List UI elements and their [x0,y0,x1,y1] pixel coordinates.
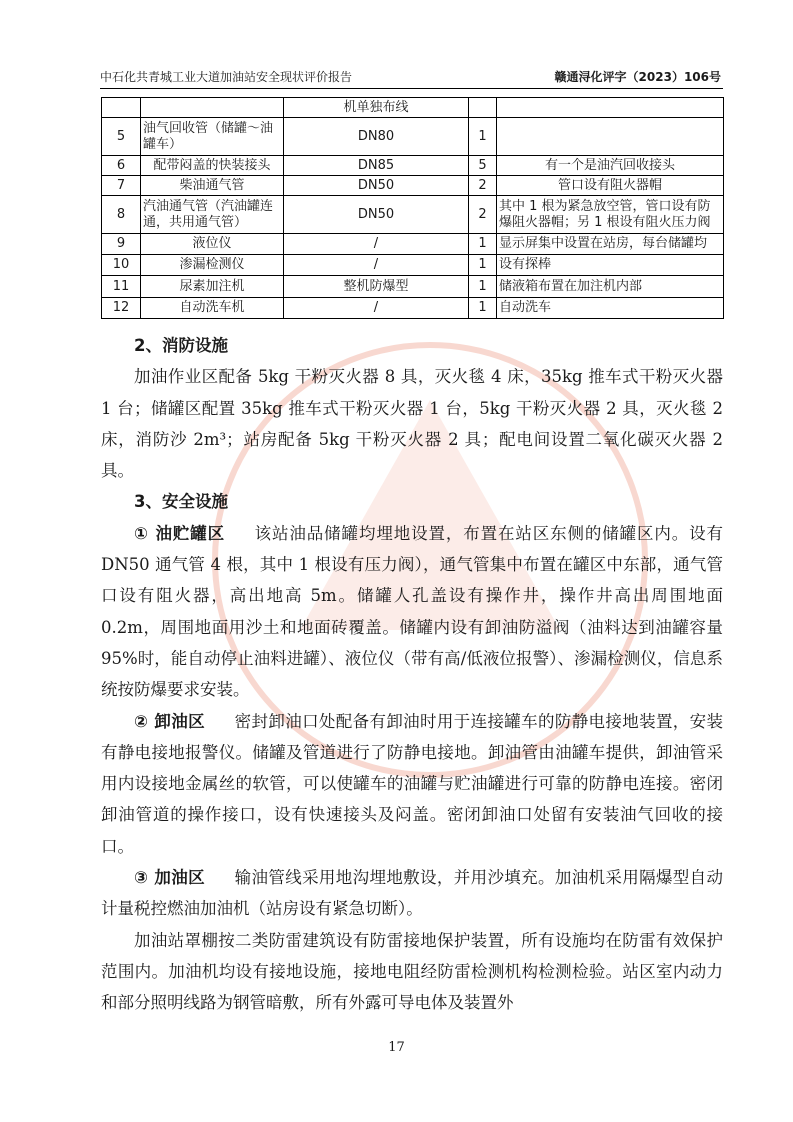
table-row: 5 油气回收管（储罐～油罐车） DN80 1 [102,118,724,156]
paragraph-unload-area [101,706,723,862]
unload-area-text: 密封卸油口处配备有卸油时用于连接罐车的防静电接地装置，安装有静电接地报警仪。储罐及管道进行了防静电接地。卸油管由油罐车提供，卸油管采用内设接地金属丝的软管，可以使罐车的油罐与贮油罐进行可靠的防静电连接。密闭卸油管道的操作接口，设有快速接头及闷盖。密闭卸油口处留有安装油气回收的接口。 [101,711,724,856]
table-row: 机单独布线 [102,98,724,118]
table-row: 9 液位仪 / 1 显示屏集中设置在站房，每台储罐均 [102,234,724,255]
report-title-header: 中石化共青城工业大道加油站安全现状评价报告 [100,70,353,84]
table-row: 8 汽油通气管（汽油罐连通，共用通气管） DN50 2 其中 1 根为紧急放空管，管口设有防爆阻火器帽；另 1 根设有阻火压力阀 [102,196,724,234]
paragraph-fuel-area [101,862,723,925]
section-heading-safety: 3、安全设施 [134,492,228,512]
tank-area-text: 该站油品储罐均埋地设置，布置在站区东侧的储罐区内。设有 DN50 通气管 4 根，其中 1 根设有压力阀），通气管集中布置在罐区中东部，通气管口设有阻火器，高出地高 5m。储罐人孔盖设有操作井，操作井高出周围地面 0.2m，周围地面用沙土和地面砖覆盖。储罐内设有卸油防溢阀（油料达到油罐容量 95%时，能自动停止油料进罐）、液位仪（带有高/低液位报警）、渗漏检测仪，信息系统按防爆要求安装。 [101,523,723,700]
equipment-table [101,97,724,319]
table-row: 12 自动洗车机 / 1 自动洗车 [102,298,724,319]
paragraph-lightning: 加油站罩棚按二类防雷建筑设有防雷接地保护装置，所有设施均在防雷有效保护范围内。加油机均设有接地设施，接地电阻经防雷检测机构检测检验。站区室内动力和部分照明线路为钢管暗敷，所有外露可导电体及装置外 [101,930,723,1013]
table-row: 11 尿素加注机 整机防爆型 1 储液箱布置在加注机内部 [102,276,724,298]
table-row: 7 柴油通气管 DN50 2 管口设有阻火器帽 [102,176,724,196]
report-number-header: 赣通浔化评字（2023）106号 [554,70,721,84]
subheading-fuel-area: ③ 加油区 [134,868,205,888]
section-heading-fire: 2、消防设施 [134,336,228,355]
paragraph-tank-area [101,518,723,706]
header-divider [100,88,723,89]
subheading-tank-area: ① 油贮罐区 [134,523,225,543]
table-row: 6 配带闷盖的快装接头 DN85 5 有一个是油汽回收接头 [102,156,724,176]
table-row: 10 渗漏检测仪 / 1 设有探棒 [102,255,724,276]
page-number: 17 [388,1040,405,1055]
subheading-unload-area: ② 卸油区 [134,711,205,731]
fuel-area-text: 输油管线采用地沟埋地敷设，并用沙填充。加油机采用隔爆型自动计量税控燃油加油机（站房设有紧急切断）。 [101,868,724,919]
document-body [101,330,723,1019]
paragraph-fire: 加油作业区配备 5kg 干粉灭火器 8 具，灭火毯 4 床，35kg 推车式干粉灭火器 1 台；储罐区配置 35kg 推车式干粉灭火器 1 台，5kg 干粉灭火器 2 具，灭火毯 2 床，消防沙 2m³；站房配备 5kg 干粉灭火器 2 具；配电间设置二氧化碳灭火器 2 具。 [101,367,723,481]
